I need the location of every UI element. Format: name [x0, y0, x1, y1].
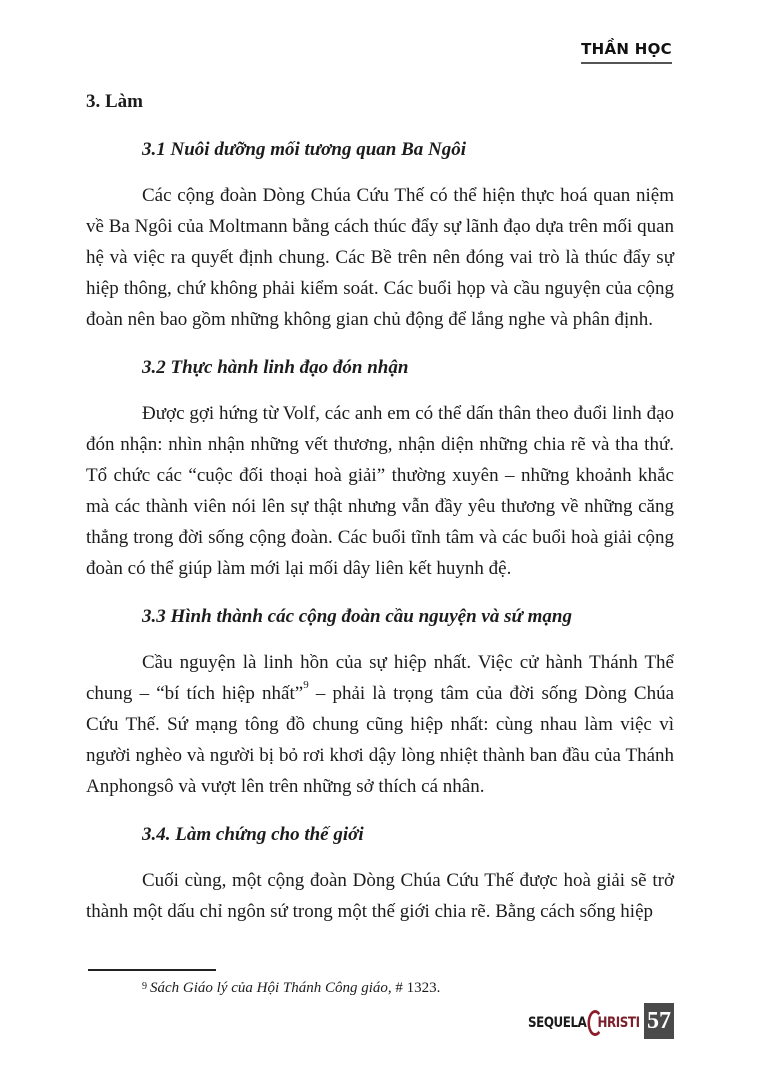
- footnote: [142, 980, 440, 997]
- paragraph-3-3: [86, 647, 674, 802]
- footnote-reference[interactable]: 9: [303, 679, 309, 691]
- subsection-title-3-2: 3.2 Thực hành linh đạo đón nhận: [142, 357, 409, 378]
- footnote-number: 9: [142, 981, 147, 992]
- running-head: THẦN HỌC: [581, 40, 672, 64]
- paragraph-3-3-part2: – phải là trọng tâm của đời sống Dòng Chúa Cứu Thế. Sứ mạng tông đồ chung cũng hiệp nhất: cùng nhau làm việc vì người nghèo và người bị bỏ rơi khơi dậy lòng nhiệt thành ban đầu của Thánh Anphongsô và vượt lên trên những sở thích cá nhân.: [86, 683, 674, 797]
- sequela-christi-logo: [528, 1008, 640, 1038]
- paragraph-3-1: Các cộng đoàn Dòng Chúa Cứu Thế có thể hiện thực hoá quan niệm về Ba Ngôi của Moltmann bằng cách thúc đẩy sự lãnh đạo dựa trên mối quan hệ và việc ra quyết định chung. Các Bề trên nên đóng vai trò là thúc đẩy sự hiệp thông, chứ không phải kiểm soát. Các buổi họp và cầu nguyện của cộng đoàn nên bao gồm những không gian chủ động để lắng nghe và phân định.: [86, 185, 674, 330]
- page-number: 57: [644, 1003, 674, 1039]
- subsection-title-3-1: 3.1 Nuôi dưỡng mối tương quan Ba Ngôi: [142, 139, 467, 160]
- footnote-source-detail: , # 1323.: [387, 980, 441, 996]
- paragraph-3-4: Cuối cùng, một cộng đoàn Dòng Chúa Cứu Thế được hoà giải sẽ trở thành một dấu chỉ ngôn sứ trong một thế giới chia rẽ. Bằng cách sống hiệp: [86, 870, 674, 922]
- logo-text-christi: HRISTI: [597, 1015, 640, 1031]
- section-title: 3. Làm: [86, 91, 143, 112]
- subsection-title-3-4: 3.4. Làm chứng cho thế giới: [142, 824, 364, 845]
- body-content: [86, 86, 674, 944]
- footnote-divider: [88, 969, 216, 971]
- paragraph-3-2: Được gợi hứng từ Volf, các anh em có thể dấn thân theo đuổi linh đạo đón nhận: nhìn nhận những vết thương, nhận diện những chia rẽ và tha thứ. Tổ chức các “cuộc đối thoại hoà giải” thường xuyên – những khoảnh khắc mà các thành viên nói lên sự thật nhưng vẫn đầy yêu thương về những căng thẳng trong đời sống cộng đoàn. Các buổi tĩnh tâm và các buổi hoà giải cộng đoàn có thể giúp làm mới lại mối dây liên kết huynh đệ.: [86, 403, 674, 579]
- footnote-source-title: Sách Giáo lý của Hội Thánh Công giáo: [150, 980, 388, 996]
- logo-text-sequela: SEQUELA: [528, 1015, 587, 1031]
- subsection-title-3-3: 3.3 Hình thành các cộng đoàn cầu nguyện và sứ mạng: [142, 606, 572, 627]
- paragraph-3-3-part1: Cầu nguyện là linh hồn của sự hiệp nhất. Việc cử hành Thánh Thể chung – “bí tích hiệp nhất”: [86, 652, 674, 704]
